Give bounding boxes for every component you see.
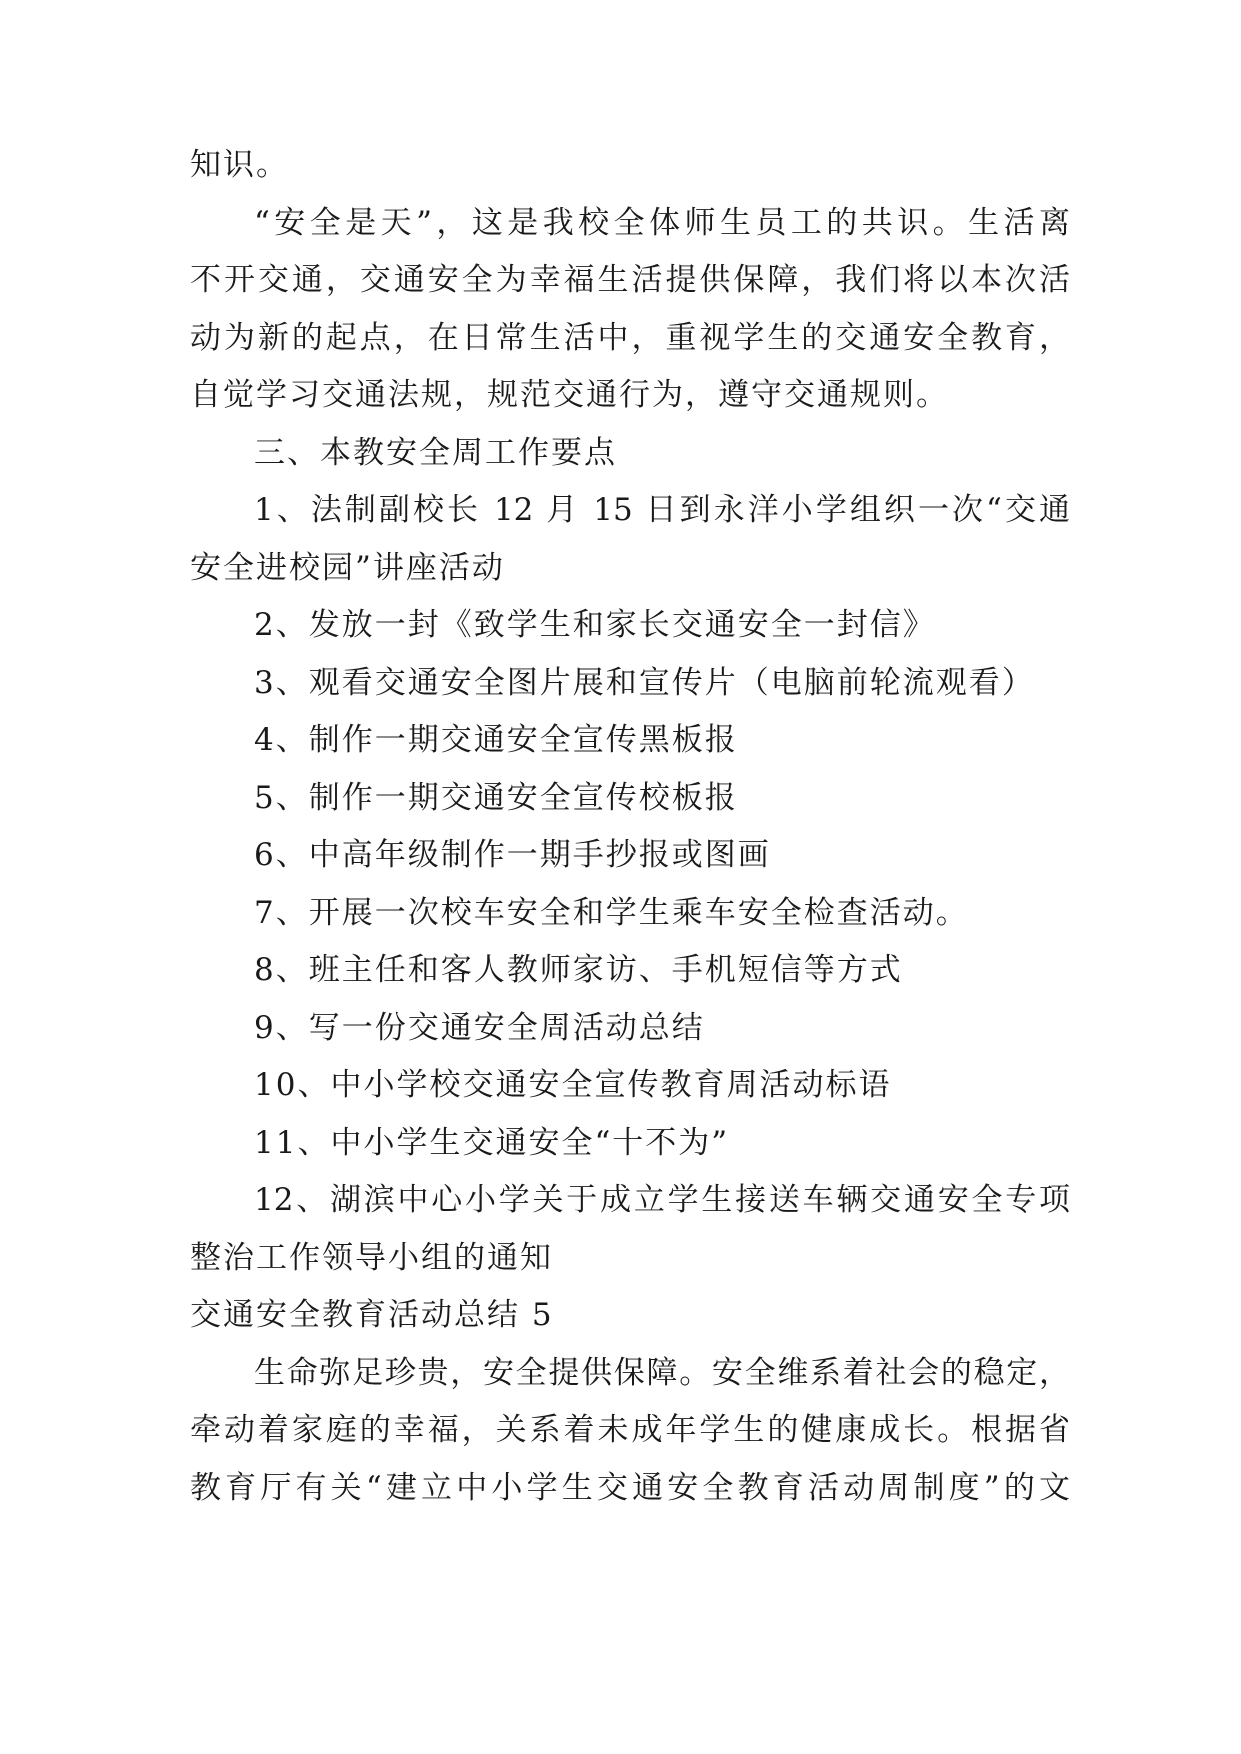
text-line: 动为新的起点，在日常生活中，重视学生的交通安全教育， bbox=[190, 320, 1070, 356]
list-item: 8、班主任和客人教师家访、手机短信等方式 bbox=[254, 952, 903, 988]
text-line: 整治工作领导小组的通知 bbox=[190, 1240, 553, 1276]
list-item: 2、发放一封《致学生和家长交通安全一封信》 bbox=[254, 607, 936, 643]
list-item: 5、制作一期交通安全宣传校板报 bbox=[254, 780, 738, 816]
text-line: 1、法制副校长 12 月 15 日到永洋小学组织一次“交通 bbox=[254, 492, 1070, 528]
text-line: 安全进校园”讲座活动 bbox=[190, 550, 505, 586]
list-item: 11、中小学生交通安全“十不为” bbox=[254, 1125, 730, 1161]
list-item: 6、中高年级制作一期手抄报或图画 bbox=[254, 837, 771, 873]
list-item: 3、观看交通安全图片展和宣传片（电脑前轮流观看） bbox=[254, 665, 1035, 701]
text-line: “安全是天”，这是我校全体师生员工的共识。生活离 bbox=[254, 205, 1070, 241]
text-line: 自觉学习交通法规，规范交通行为，遵守交通规则。 bbox=[190, 377, 949, 413]
text-line: 不开交通，交通安全为幸福生活提供保障，我们将以本次活 bbox=[190, 262, 1070, 298]
text-line: 教育厅有关“建立中小学生交通安全教育活动周制度”的文 bbox=[190, 1470, 1070, 1506]
list-item: 10、中小学校交通安全宣传教育周活动标语 bbox=[254, 1067, 892, 1103]
section-heading: 三、本教安全周工作要点 bbox=[254, 435, 617, 471]
text-line: 生命弥足珍贵，安全提供保障。安全维系着社会的稳定， bbox=[254, 1355, 1070, 1391]
list-item: 4、制作一期交通安全宣传黑板报 bbox=[254, 722, 738, 758]
list-item: 9、写一份交通安全周活动总结 bbox=[254, 1010, 705, 1046]
text-line: 知识。 bbox=[190, 147, 289, 183]
text-line: 牵动着家庭的幸福，关系着未成年学生的健康成长。根据省 bbox=[190, 1412, 1070, 1448]
list-item: 7、开展一次校车安全和学生乘车安全检查活动。 bbox=[254, 895, 969, 931]
list-item: 12、湖滨中心小学关于成立学生接送车辆交通安全专项 bbox=[254, 1182, 1070, 1218]
section-title: 交通安全教育活动总结 5 bbox=[190, 1297, 554, 1333]
